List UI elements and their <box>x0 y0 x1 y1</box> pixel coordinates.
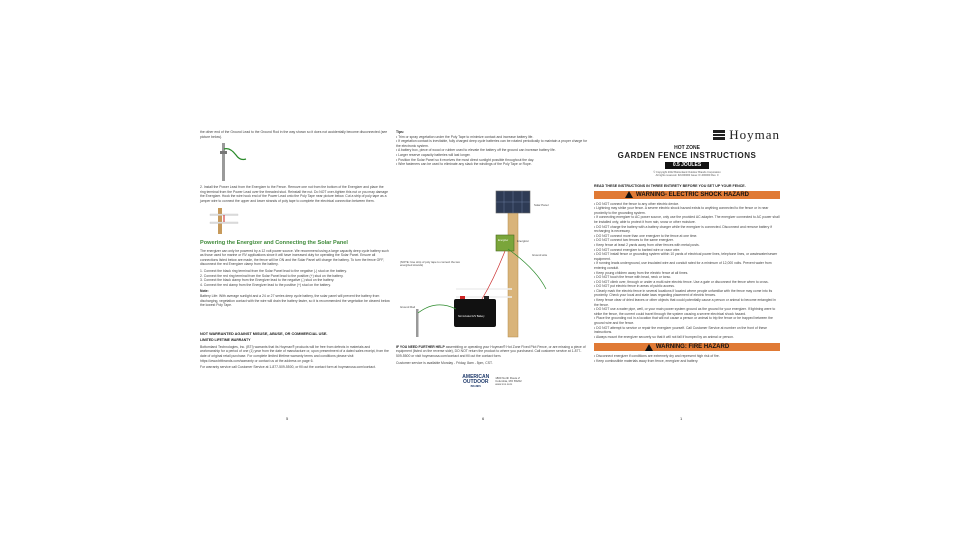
tip-4: • Larger reserve capacity batteries will last longer. <box>396 152 471 157</box>
address-line-1: 1800 North Route Z <box>495 375 520 380</box>
shock-warning-text: WARNING- ELECTRIC SHOCK HAZARD <box>636 191 749 198</box>
address-line-3: www.xxx.com <box>495 382 513 387</box>
shock-item: • Place the grounding rod in a location that will not cause a person or animal to trip the fence or be trapped between the ground wire and the fence. <box>594 316 773 326</box>
solar-section-heading: Powering the Energizer and Connecting the Solar Panel <box>200 239 348 246</box>
fire-item: • Keep combustible materials away from fence, energizer and battery. <box>594 359 699 363</box>
ground-wire <box>224 149 246 160</box>
battery-negative <box>484 296 489 299</box>
shock-item: • DO NOT touch the fence with head, neck or torso. <box>594 275 672 280</box>
fire-warning-text: WARNING: FIRE HAZARD <box>655 344 730 351</box>
warranty-text: Bottomland Technologies, Inc. (BTI) warrants that its Hoyman® products will be free from defects in materials and workmanship for a period of one (1) year from the date of manufacture or, upon presentment of a dated sales receipt, from the date of original retail purchase. For complete limited lifetime warranty terms and conditions please visit https://www.bttbrands.com/warranty or contact us at the address on page 6. <box>200 344 389 363</box>
fence-setup-drawing <box>396 169 588 339</box>
company-block <box>396 375 588 388</box>
label-energizer: Energizer <box>517 238 529 243</box>
power-lead <box>482 251 505 299</box>
service-hours: Customer service is available Monday - Friday, 8am - 5pm, CST. <box>396 360 493 365</box>
page-number-1: 1 <box>680 416 683 421</box>
warranty-subheading: LIMITED LIFETIME WARRANTY <box>200 338 251 343</box>
ground-clamp <box>220 151 227 154</box>
shock-item: • DO NOT climb over, through or under a multi-wire electric fence. Use a gate or disconnect the fence when to cross. <box>594 279 769 284</box>
power-lead-illustration <box>200 206 390 236</box>
tips-label: Tips: <box>396 130 405 134</box>
shock-item: • DO NOT charge the battery with a battery charger while the energizer is connected. Disconnect and remove battery if recharging is necessary. <box>594 224 772 234</box>
fence-post <box>218 208 222 234</box>
tip-1: • Trim or spray vegetation under the Poly Tape to minimize contact and increase battery life. <box>396 134 534 139</box>
shock-item: • DO NOT install fence or grounding system within 10 yards of electrical power lines, telephone lines, or wastewater/sewer equipment. <box>594 252 778 261</box>
shock-item: • Keep fence clear of dried leaves or other objects that could potentially cause a person or animal to become entangled in the fence. <box>594 298 776 307</box>
fire-hazard-list <box>594 354 780 363</box>
help-lead: IF YOU NEED FURTHER HELP <box>396 344 445 349</box>
shock-hazard-list <box>594 202 780 340</box>
poly-tape-lower <box>210 222 238 224</box>
fence-setup-diagram <box>396 169 588 339</box>
shock-warning-banner <box>594 191 780 199</box>
page-1-column <box>594 126 780 364</box>
shock-item: • Clearly mark the electric fence in several locations if located where people unfamiliar with the fence may come into its proximity. Check your local and state laws regarding placement of electric fences. <box>594 288 773 298</box>
warning-triangle-icon <box>645 344 653 351</box>
shock-item: • Keep fence at least 2 yards away from other fences with metal posts. <box>594 242 700 247</box>
fire-warning-banner <box>594 343 780 351</box>
help-paragraph <box>396 345 588 359</box>
shock-item: • Keep young children away from the electric fence at all times. <box>594 270 689 275</box>
note-text: Battery Life: With average sunlight and a 24 or 27 series deep cycle battery, the solar panel will prevent the battery from discharging, vegetation contact with the wire will drain the battery faster, so it is recommended the vegetation be cleared below the lowest Poly Tape. <box>200 293 390 308</box>
ground-rod-illustration <box>200 141 390 185</box>
shock-item: • DO NOT connect energizer to barbed wire or razor wire. <box>594 247 681 252</box>
address-line-2: Columbia, MO 65202 <box>495 378 522 383</box>
logo-line-1: AMERICAN <box>462 374 490 381</box>
company-address <box>495 377 521 387</box>
shock-item: • DO NOT put electric fence in areas of public access. <box>594 284 675 289</box>
shock-item: • DO NOT use a water pipe, well, or your main power system ground as the ground for your energizer. If lightning were to strike the fence, the current could travel through the system causing a severe electrical shock hazard. <box>594 307 776 316</box>
tip-2: • If vegetation contact is inevitable, fully charged deep cycle batteries can be rotated periodically to maintain a proper charge for the electronic system. <box>396 139 588 148</box>
rights-reserved: All rights reserved. IM-000000 Issue: IF-000000 Rev. 0 <box>655 173 719 177</box>
warning-triangle-icon <box>625 191 633 198</box>
tip-3: • A battery box, piece of wood or rubber used to elevate the battery off the ground can increase battery life. <box>396 148 556 153</box>
ground-lead <box>418 305 456 313</box>
battery-positive <box>460 296 465 299</box>
document-title: GARDEN FENCE INSTRUCTIONS <box>617 150 757 160</box>
shock-item: • DO NOT connect more than one energizer to the fence at one time. <box>594 233 698 238</box>
solar-step-4: 4. Connect the red clamp from the Energizer lead to the positive (+) stud on the battery. <box>200 282 331 287</box>
note-label: Note: <box>200 289 209 294</box>
shock-item: • DO NOT connect the fence to any other electric device. <box>594 201 680 206</box>
solar-step-1: 1. Connect the black ring terminal from the Solar Panel lead to the negative (-) stud on the battery. <box>200 268 347 273</box>
tip-6: • Wire fasteners can be used to eliminate any slack the windings of the Poly Tape or Rope. <box>396 162 532 167</box>
shock-item: • If connecting energizer to AC power source, only use the provided AC adapter. The energizer connected to AC power shall be installed only, able to protect it from rain, snow or other moisture. <box>594 215 780 224</box>
page-number-5: 5 <box>286 416 289 421</box>
page-6-column <box>396 130 588 388</box>
battery <box>454 299 496 327</box>
fire-item: • Disconnect energizer if conditions are extremely dry and represent high risk of fire. <box>594 354 720 359</box>
hoyman-mark-icon <box>713 130 725 140</box>
label-solar-panel: Solar Panel <box>534 202 549 207</box>
read-instructions-notice: READ THESE INSTRUCTIONS IN THREE ENTIRETY BEFORE YOU SET UP YOUR FENCE. <box>594 184 746 188</box>
ground-rod-drawing <box>200 141 390 185</box>
page-5-column <box>200 130 390 372</box>
joules-badge: 0.5 JOULES <box>665 162 709 169</box>
copyright: © Copyright 2022 Bottomland Outdoor Brands Corporation <box>653 170 721 174</box>
page-number-6: 6 <box>482 416 485 421</box>
solar-step-3: 3. Connect the black clamp from the Energizer lead to the negative (-) stud on the battery. <box>200 278 335 283</box>
ground-lead-intro: the other end of the Ground Lead to the Ground Rod in the way shown so it does not accidentally become disconnected (see picture below). <box>200 130 388 139</box>
product-line: HOT ZONE <box>674 145 700 151</box>
warranty-heading: NOT WARRANTED AGAINST MISUSE, ABUSE, OR COMMERCIAL USE. <box>200 331 328 336</box>
brand-name: Hoyman <box>729 126 780 142</box>
shock-item: • Always mount the energizer securely so that it will not fall if bumped by an animal or person. <box>594 334 734 339</box>
warranty-service: For warranty service call Customer Service at 1-877-509-5500, or fill out the contact form at hoymanusa.com/contact. <box>200 365 376 370</box>
solar-intro: The energizer can only be powered by a 12 volt power source. We recommend using a large capacity deep cycle battery such as those used for marine or RV applications since it will have increased duty for operating the Solar Panel. Ensure all connections listed below are made, the fence will be ON and the Solar Panel will charge the battery. To turn the fence OFF, disconnect the red Energizer clamp from the battery. <box>200 248 389 267</box>
ground-rod-shaft <box>416 309 419 337</box>
shock-item: • If running leads underground, use insulated wire and conduit rated for a minimum of 12,000 volts. Prevent water from entering conduit. <box>594 261 772 270</box>
shock-item: • DO NOT attempt to service or repair the energizer yourself. Call Customer Service at number on the front of these instructions. <box>594 325 767 335</box>
american-outdoor-brands-logo <box>462 375 489 388</box>
shock-item: • DO NOT connect two fences to the same energizer. <box>594 238 674 243</box>
install-power-lead-step: 2. Install the Power Lead from the Energizer to the Fence. Remove one nut from the bottom of the Energizer and place the ring terminal from the Power Lead over the threaded stud. Reinstall the nut. Do NOT over-tighten this nut or you may damage the Energizer. Hook the wire hook end of the Power Lead onto the Poly Tape near picture below. Cut a strip of poly tape as a jumper wire to connect the upper and lower strands of poly tape to complete the electrical connection between them. <box>200 185 389 203</box>
hoyman-logo <box>594 126 780 142</box>
wooden-post <box>508 209 518 337</box>
logo-line-2: OUTDOOR <box>462 379 489 386</box>
label-battery: Not included 12V Battery <box>458 314 485 318</box>
help-text: assembling or operating your Hoyman® Hot Zone Fixed Plot Fence, or are missing a piece of equipment (listed on the reverse side), DO NOT return the product to where you purchased. Call customer service at 1-877-509-5500 or visit hoymanusa.com/contact and fill out the contact form. <box>396 344 586 358</box>
logo-line-3: BRANDS <box>470 385 481 389</box>
tip-5: • Position the Solar Panel so it receives the most direct sunlight possible throughout the day. <box>396 157 535 162</box>
shock-item: • Lightning may strike your fence. A severe electric shock hazard exists to anything connected to the fence or in near proximity to the grounding system. <box>594 206 769 215</box>
label-ground-rod: Ground Rod <box>400 304 416 309</box>
label-note-poly-tape: (NOTE: Use strip of poly tape to connect the two energized strands) <box>400 259 461 268</box>
power-lead-drawing <box>200 206 390 236</box>
solar-step-2: 2. Connect the red ring terminal from the Solar Panel lead to the positive (+) stud on the battery. <box>200 273 344 278</box>
label-ground-wire: Ground wire <box>532 252 548 257</box>
label-energizer-on-box: Energizer <box>498 238 509 242</box>
